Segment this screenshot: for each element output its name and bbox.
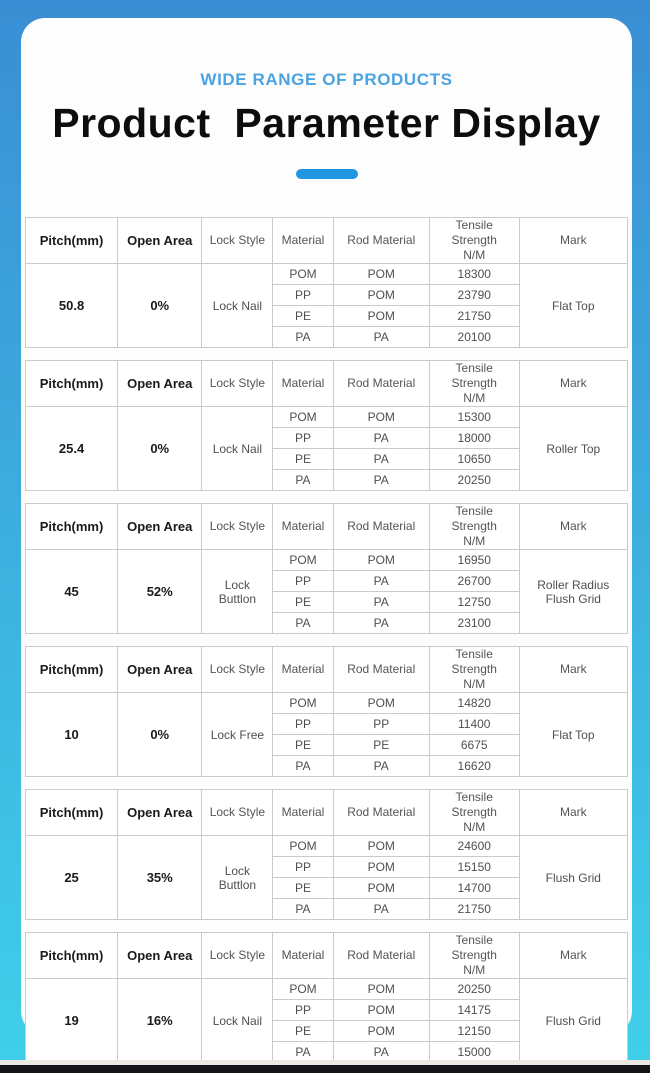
tensile-strength-value: 18300 — [429, 264, 519, 285]
material-value: POM — [273, 693, 333, 714]
table-header-row — [26, 504, 628, 550]
tensile-strength-value: 14820 — [429, 693, 519, 714]
rod-material-value: PA — [333, 428, 429, 449]
material-value: PA — [273, 470, 333, 491]
material-value: PP — [273, 571, 333, 592]
parameter-table — [25, 789, 628, 920]
tensile-strength-value: 11400 — [429, 714, 519, 735]
material-value: PA — [273, 613, 333, 634]
col-header-mark: Mark — [519, 218, 627, 264]
mark-value: Flat Top — [519, 693, 627, 777]
col-header-lock-style: Lock Style — [202, 647, 273, 693]
tensile-strength-value: 20250 — [429, 979, 519, 1000]
col-header-pitch: Pitch(mm) — [26, 647, 118, 693]
tensile-strength-value: 23790 — [429, 285, 519, 306]
tensile-header-line1: Tensile Strength — [451, 504, 497, 533]
col-header-pitch: Pitch(mm) — [26, 790, 118, 836]
col-header-tensile-strength — [429, 790, 519, 836]
col-header-material: Material — [273, 647, 333, 693]
col-header-material: Material — [273, 933, 333, 979]
col-header-open-area: Open Area — [118, 361, 202, 407]
lock-style-value: Lock Buttlon — [202, 836, 273, 920]
material-value: PP — [273, 1000, 333, 1021]
rod-material-value: PA — [333, 571, 429, 592]
table-header-row — [26, 361, 628, 407]
rod-material-value: PP — [333, 714, 429, 735]
rod-material-value: POM — [333, 857, 429, 878]
tensile-header-line1: Tensile Strength — [451, 933, 497, 962]
col-header-tensile-strength — [429, 933, 519, 979]
tensile-header-line1: Tensile Strength — [451, 647, 497, 676]
col-header-rod-material: Rod Material — [333, 218, 429, 264]
lock-style-value: Lock Nail — [202, 264, 273, 348]
rod-material-value: POM — [333, 878, 429, 899]
pitch-value: 19 — [26, 979, 118, 1063]
material-value: PA — [273, 1042, 333, 1063]
material-value: POM — [273, 550, 333, 571]
material-value: PP — [273, 857, 333, 878]
pitch-value: 50.8 — [26, 264, 118, 348]
pitch-value: 45 — [26, 550, 118, 634]
rod-material-value: POM — [333, 264, 429, 285]
col-header-material: Material — [273, 504, 333, 550]
material-value: PE — [273, 592, 333, 613]
col-header-tensile-strength — [429, 218, 519, 264]
bottom-strip-dark — [0, 1065, 650, 1073]
material-value: PA — [273, 899, 333, 920]
tensile-strength-value: 14700 — [429, 878, 519, 899]
content-card — [21, 18, 632, 1059]
tables-container — [24, 217, 629, 1063]
open-area-value: 0% — [118, 407, 202, 491]
lock-style-value: Lock Nail — [202, 979, 273, 1063]
col-header-open-area: Open Area — [118, 933, 202, 979]
open-area-value: 52% — [118, 550, 202, 634]
tensile-strength-value: 21750 — [429, 306, 519, 327]
col-header-material: Material — [273, 361, 333, 407]
parameter-table — [25, 360, 628, 491]
material-value: PA — [273, 327, 333, 348]
mark-value: Roller Top — [519, 407, 627, 491]
col-header-rod-material: Rod Material — [333, 790, 429, 836]
material-value: PP — [273, 714, 333, 735]
material-value: PE — [273, 449, 333, 470]
col-header-lock-style: Lock Style — [202, 218, 273, 264]
col-header-rod-material: Rod Material — [333, 933, 429, 979]
tensile-strength-value: 20100 — [429, 327, 519, 348]
tensile-strength-value: 16620 — [429, 756, 519, 777]
pitch-value: 25 — [26, 836, 118, 920]
table-header-row — [26, 647, 628, 693]
tensile-header-line2: N/M — [463, 963, 486, 977]
rod-material-value: POM — [333, 407, 429, 428]
rod-material-value: POM — [333, 1021, 429, 1042]
rod-material-value: PA — [333, 899, 429, 920]
material-value: PP — [273, 428, 333, 449]
col-header-lock-style: Lock Style — [202, 933, 273, 979]
material-value: POM — [273, 407, 333, 428]
table-header-row — [26, 218, 628, 264]
open-area-value: 16% — [118, 979, 202, 1063]
col-header-lock-style: Lock Style — [202, 504, 273, 550]
pitch-value: 10 — [26, 693, 118, 777]
rod-material-value: PA — [333, 1042, 429, 1063]
tensile-header-line2: N/M — [463, 820, 486, 834]
open-area-value: 35% — [118, 836, 202, 920]
col-header-pitch: Pitch(mm) — [26, 361, 118, 407]
col-header-lock-style: Lock Style — [202, 361, 273, 407]
col-header-lock-style: Lock Style — [202, 790, 273, 836]
col-header-open-area: Open Area — [118, 504, 202, 550]
col-header-mark: Mark — [519, 361, 627, 407]
col-header-pitch: Pitch(mm) — [26, 218, 118, 264]
material-value: PE — [273, 306, 333, 327]
col-header-open-area: Open Area — [118, 647, 202, 693]
col-header-material: Material — [273, 790, 333, 836]
rod-material-value: POM — [333, 979, 429, 1000]
rod-material-value: PA — [333, 470, 429, 491]
rod-material-value: PE — [333, 735, 429, 756]
parameter-table — [25, 646, 628, 777]
tensile-strength-value: 20250 — [429, 470, 519, 491]
tensile-strength-value: 15000 — [429, 1042, 519, 1063]
bottom-blue-gap — [0, 1035, 650, 1060]
col-header-tensile-strength — [429, 647, 519, 693]
rod-material-value: POM — [333, 693, 429, 714]
open-area-value: 0% — [118, 264, 202, 348]
section-eyebrow: WIDE RANGE OF PRODUCTS — [200, 70, 453, 89]
col-header-mark: Mark — [519, 647, 627, 693]
table-header-row — [26, 790, 628, 836]
col-header-material: Material — [273, 218, 333, 264]
col-header-tensile-strength — [429, 361, 519, 407]
col-header-mark: Mark — [519, 790, 627, 836]
col-header-open-area: Open Area — [118, 790, 202, 836]
material-value: PE — [273, 735, 333, 756]
tensile-strength-value: 12150 — [429, 1021, 519, 1042]
mark-value: Roller Radius Flush Grid — [519, 550, 627, 634]
table-header-row — [26, 933, 628, 979]
parameter-table — [25, 503, 628, 634]
tensile-strength-value: 12750 — [429, 592, 519, 613]
material-value: PA — [273, 756, 333, 777]
tensile-strength-value: 23100 — [429, 613, 519, 634]
tensile-header-line2: N/M — [463, 391, 486, 405]
tensile-strength-value: 15300 — [429, 407, 519, 428]
tensile-strength-value: 10650 — [429, 449, 519, 470]
rod-material-value: PA — [333, 613, 429, 634]
table-row — [26, 836, 628, 857]
col-header-pitch: Pitch(mm) — [26, 933, 118, 979]
col-header-rod-material: Rod Material — [333, 504, 429, 550]
tensile-header-line2: N/M — [463, 677, 486, 691]
material-value: POM — [273, 264, 333, 285]
material-value: PE — [273, 878, 333, 899]
rod-material-value: PA — [333, 327, 429, 348]
mark-value: Flush Grid — [519, 836, 627, 920]
parameter-table — [25, 217, 628, 348]
lock-style-value: Lock Buttlon — [202, 550, 273, 634]
lock-style-value: Lock Free — [202, 693, 273, 777]
rod-material-value: PA — [333, 592, 429, 613]
pitch-value: 25.4 — [26, 407, 118, 491]
tensile-strength-value: 16950 — [429, 550, 519, 571]
tensile-strength-value: 6675 — [429, 735, 519, 756]
col-header-pitch: Pitch(mm) — [26, 504, 118, 550]
tensile-header-line2: N/M — [463, 534, 486, 548]
mark-value: Flush Grid — [519, 979, 627, 1063]
col-header-mark: Mark — [519, 933, 627, 979]
tensile-strength-value: 15150 — [429, 857, 519, 878]
rod-material-value: POM — [333, 285, 429, 306]
table-row — [26, 264, 628, 285]
col-header-rod-material: Rod Material — [333, 361, 429, 407]
col-header-rod-material: Rod Material — [333, 647, 429, 693]
rod-material-value: POM — [333, 1000, 429, 1021]
table-row — [26, 693, 628, 714]
tensile-strength-value: 18000 — [429, 428, 519, 449]
col-header-mark: Mark — [519, 504, 627, 550]
table-row — [26, 979, 628, 1000]
tensile-header-line1: Tensile Strength — [451, 361, 497, 390]
card-header — [24, 18, 629, 179]
mark-value: Flat Top — [519, 264, 627, 348]
rod-material-value: POM — [333, 836, 429, 857]
rod-material-value: PA — [333, 756, 429, 777]
material-value: POM — [273, 836, 333, 857]
rod-material-value: PA — [333, 449, 429, 470]
col-header-open-area: Open Area — [118, 218, 202, 264]
rod-material-value: POM — [333, 306, 429, 327]
col-header-tensile-strength — [429, 504, 519, 550]
tensile-strength-value: 26700 — [429, 571, 519, 592]
tensile-strength-value: 24600 — [429, 836, 519, 857]
tensile-strength-value: 14175 — [429, 1000, 519, 1021]
lock-style-value: Lock Nail — [202, 407, 273, 491]
table-row — [26, 407, 628, 428]
title-accent-bar — [296, 169, 358, 179]
open-area-value: 0% — [118, 693, 202, 777]
tensile-header-line1: Tensile Strength — [451, 790, 497, 819]
tensile-header-line1: Tensile Strength — [451, 218, 497, 247]
rod-material-value: POM — [333, 550, 429, 571]
material-value: PP — [273, 285, 333, 306]
material-value: PE — [273, 1021, 333, 1042]
page-title: Product Parameter Display — [52, 100, 601, 146]
tensile-strength-value: 21750 — [429, 899, 519, 920]
table-row — [26, 550, 628, 571]
tensile-header-line2: N/M — [463, 248, 486, 262]
material-value: POM — [273, 979, 333, 1000]
